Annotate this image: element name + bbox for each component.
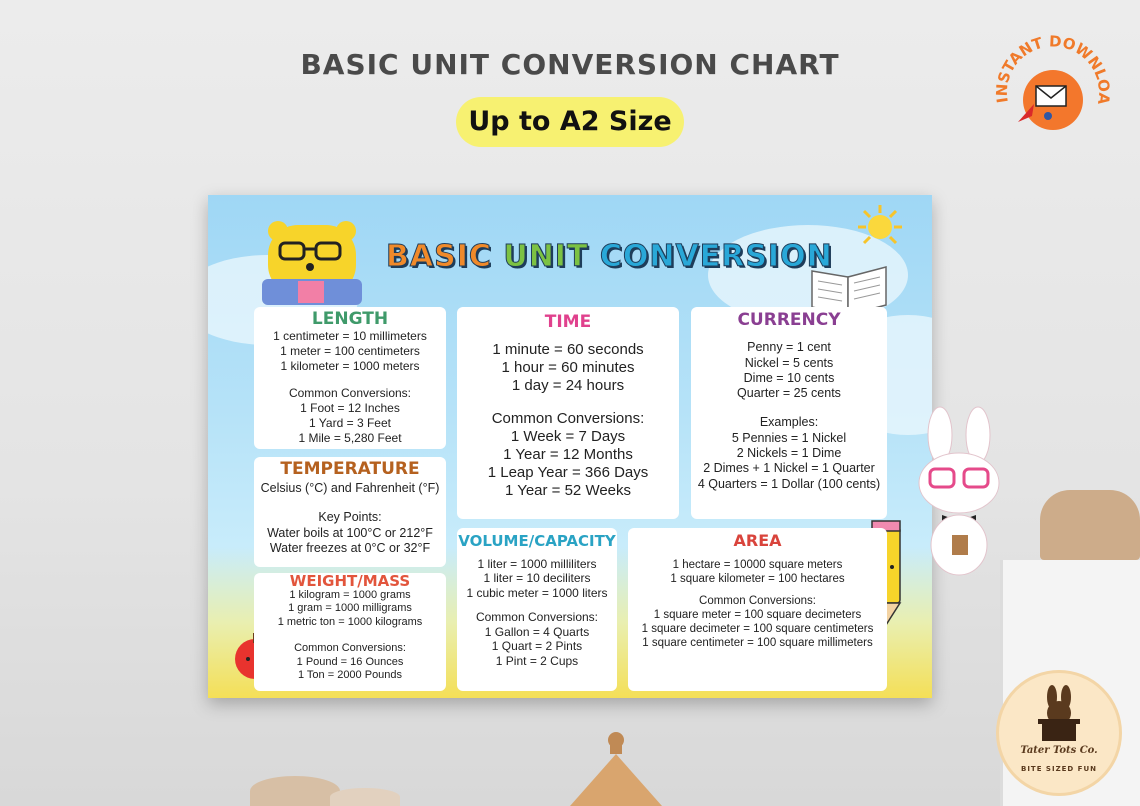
length-title: LENGTH <box>311 309 389 329</box>
area-line: 1 square kilometer = 100 hectares <box>670 573 845 585</box>
logo-tagline: BITE SIZED FUN <box>1020 765 1097 773</box>
currency-card <box>691 307 887 519</box>
length-line: 1 kilometer = 1000 meters <box>280 359 420 373</box>
poster-title-word-3: CONVERSION <box>599 239 833 274</box>
volume-line: 1 liter = 10 deciliters <box>483 571 591 585</box>
length-common-line: 1 Yard = 3 Feet <box>309 416 391 430</box>
poster-title <box>386 239 833 274</box>
time-common-title: Common Conversions: <box>491 410 645 427</box>
volume-common-line: 1 Pint = 2 Cups <box>495 653 579 668</box>
time-common-line: 1 Year = 12 Months <box>503 446 633 463</box>
area-title: AREA <box>733 531 782 550</box>
brand-logo <box>996 670 1122 796</box>
time-line: 1 hour = 60 minutes <box>501 359 635 376</box>
poster-title-word-1: BASIC <box>386 239 492 274</box>
volume-common-title: Common Conversions: <box>475 610 599 624</box>
area-card <box>628 528 887 691</box>
time-title: TIME <box>544 312 592 332</box>
volume-common-line: 1 Quart = 2 Pints <box>491 639 583 653</box>
currency-example: 2 Dimes + 1 Nickel = 1 Quarter <box>703 461 875 476</box>
weight-line: 1 kilogram = 1000 grams <box>289 588 411 601</box>
area-common-title: Common Conversions: <box>699 595 816 607</box>
currency-line: Nickel = 5 cents <box>744 355 834 370</box>
volume-card <box>457 528 617 691</box>
page-headline: BASIC UNIT CONVERSION CHART <box>300 48 840 81</box>
wooden-house-toy-icon <box>560 728 670 806</box>
volume-line: 1 liter = 1000 milliliters <box>477 556 597 571</box>
sun-icon <box>850 203 910 253</box>
conversion-poster <box>208 195 932 698</box>
badge-text: INSTANT DOWNLOA <box>992 32 1114 106</box>
logo-name: Tater Tots Co. <box>1020 745 1098 756</box>
length-common-line: 1 Mile = 5,280 Feet <box>298 431 402 445</box>
length-common-line: 1 Foot = 12 Inches <box>300 401 400 415</box>
bottom-decor <box>330 788 400 806</box>
weight-line: 1 metric ton = 1000 kilograms <box>277 615 423 628</box>
temperature-title: TEMPERATURE <box>280 459 420 479</box>
volume-line: 1 cubic meter = 1000 liters <box>466 585 608 600</box>
area-common-line: 1 square meter = 100 square decimeters <box>653 609 862 621</box>
length-line: 1 centimeter = 10 millimeters <box>273 329 427 343</box>
currency-line: Penny = 1 cent <box>747 340 831 355</box>
bunny-icon <box>902 405 1012 580</box>
weight-common-line: 1 Pound = 16 Ounces <box>296 655 404 668</box>
length-common-title: Common Conversions: <box>288 386 412 400</box>
currency-line: Dime = 10 cents <box>743 370 835 385</box>
temperature-subtitle: Celsius (°C) and Fahrenheit (°F) <box>260 480 440 495</box>
weight-card <box>254 573 446 691</box>
length-line: 1 meter = 100 centimeters <box>280 344 420 358</box>
volume-title: VOLUME/CAPACITY <box>458 532 616 550</box>
weight-common-title: Common Conversions: <box>294 642 406 654</box>
area-common-line: 1 square decimeter = 100 square centimeters <box>641 623 874 635</box>
area-common-line: 1 square centimeter = 100 square millimeters <box>642 637 873 649</box>
temperature-point: Water boils at 100°C or 212°F <box>267 525 433 540</box>
temperature-points-title: Key Points: <box>318 510 382 524</box>
poster-title-word-2: UNIT <box>503 239 589 274</box>
currency-example: 4 Quarters = 1 Dollar (100 cents) <box>697 476 881 491</box>
area-line: 1 hectare = 10000 square meters <box>672 559 843 571</box>
currency-title: CURRENCY <box>737 310 841 330</box>
time-common-line: 1 Week = 7 Days <box>510 428 626 445</box>
weight-title: WEIGHT/MASS <box>289 572 411 590</box>
time-common-line: 1 Leap Year = 366 Days <box>487 464 649 481</box>
length-card <box>254 307 446 449</box>
bear-reading-icon <box>258 217 368 307</box>
temperature-card <box>254 457 446 567</box>
bottom-decor <box>250 776 340 806</box>
badge-graphic <box>988 30 1118 160</box>
bunny-in-hat-icon <box>1034 683 1084 743</box>
size-pill: Up to A2 Size <box>456 97 684 147</box>
currency-line: Quarter = 25 cents <box>737 386 841 401</box>
time-card <box>457 307 679 519</box>
volume-common-line: 1 Gallon = 4 Quarts <box>484 624 590 639</box>
instant-download-badge <box>988 30 1118 160</box>
time-line: 1 minute = 60 seconds <box>492 341 644 358</box>
currency-example: 5 Pennies = 1 Nickel <box>731 430 847 445</box>
currency-examples-title: Examples: <box>759 415 819 430</box>
time-common-line: 1 Year = 52 Weeks <box>504 482 632 499</box>
weight-line: 1 gram = 1000 milligrams <box>288 602 412 614</box>
temperature-point: Water freezes at 0°C or 32°F <box>269 541 431 555</box>
wood-toy <box>1040 490 1140 560</box>
weight-common-line: 1 Ton = 2000 Pounds <box>297 669 403 681</box>
currency-example: 2 Nickels = 1 Dime <box>736 446 842 461</box>
time-line: 1 day = 24 hours <box>511 377 625 394</box>
